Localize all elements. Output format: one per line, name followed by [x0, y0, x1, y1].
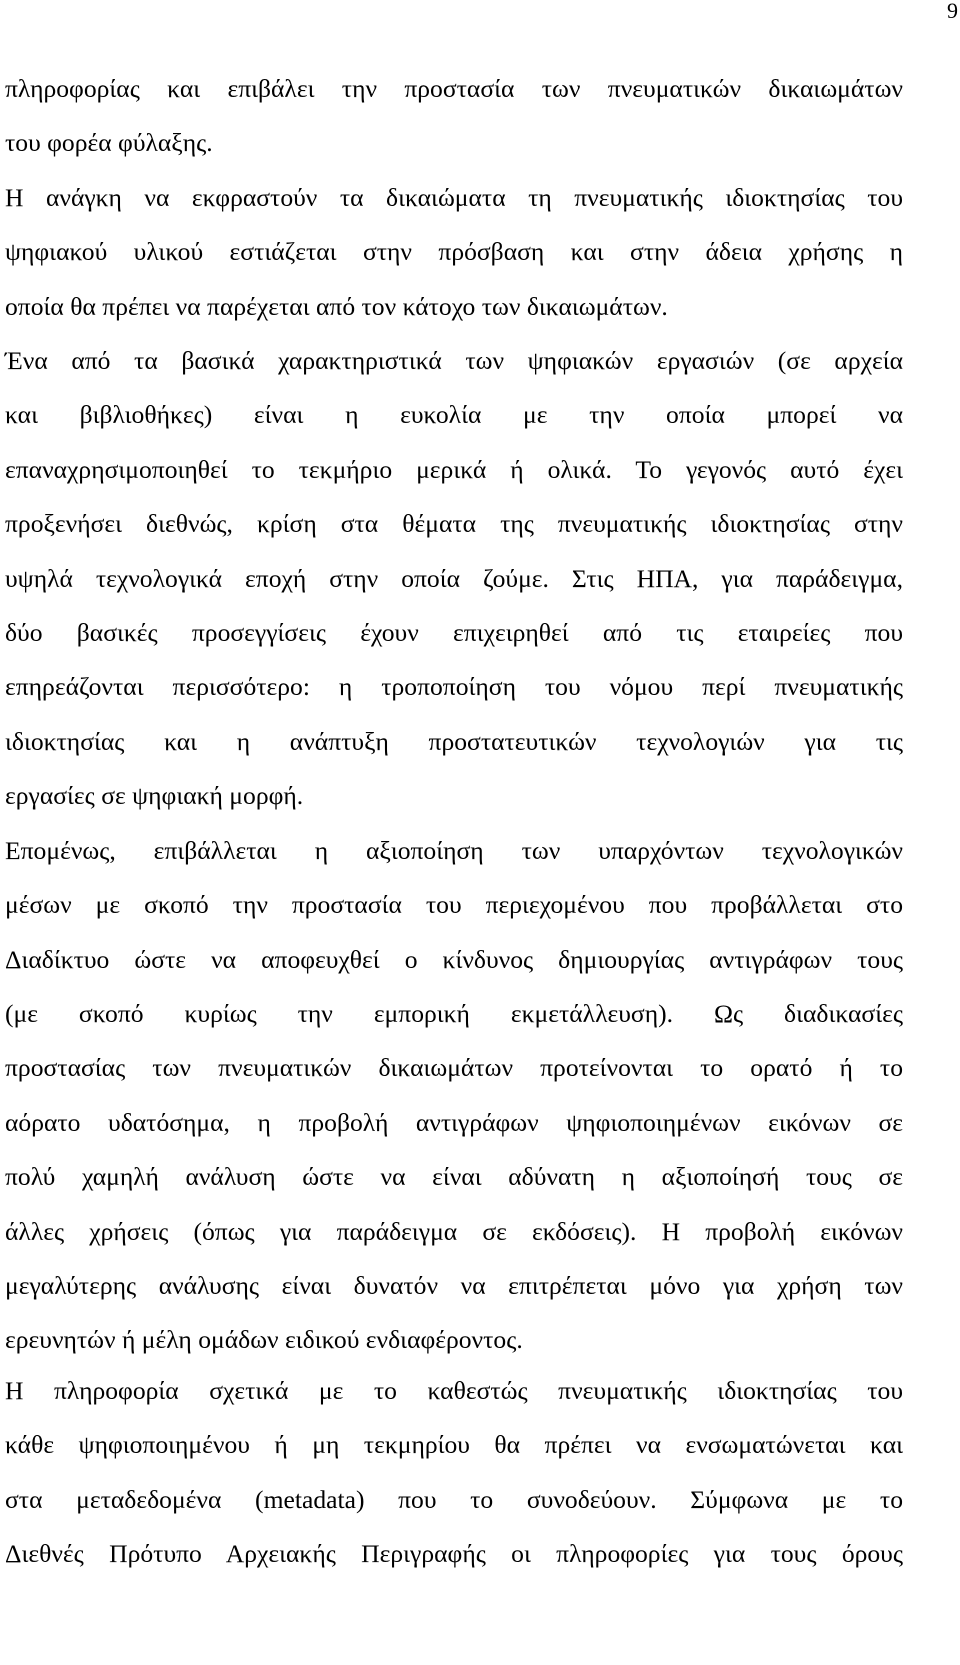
text-line: μέσων με σκοπό την προστασία του περιεχομένου που προβάλλεται στο: [5, 890, 903, 920]
text-line: ψηφιακού υλικού εστιάζεται στην πρόσβαση και στην άδεια χρήσης η: [5, 237, 903, 267]
text-line: ερευνητών ή μέλη ομάδων ειδικού ενδιαφέροντος.: [5, 1325, 523, 1355]
text-line: (με σκοπό κυρίως την εμπορική εκμετάλλευση). Ως διαδικασίες: [5, 998, 903, 1028]
text-line: άλλες χρήσεις (όπως για παράδειγμα σε εκδόσεις). Η προβολή εικόνων: [5, 1216, 903, 1246]
text-line: προξενήσει διεθνώς, κρίση στα θέματα της πνευματικής ιδιοκτησίας στην: [5, 509, 903, 539]
text-line: ιδιοκτησίας και η ανάπτυξη προστατευτικών τεχνολογιών για τις: [5, 726, 903, 756]
text-line: στα μεταδεδομένα (metadata) που το συνοδεύουν. Σύμφωνα με το: [5, 1484, 903, 1514]
text-line: πληροφορίας και επιβάλει την προστασία των πνευματικών δικαιωμάτων: [5, 74, 903, 103]
text-line: Επομένως, επιβάλλεται η αξιοποίηση των υπαρχόντων τεχνολογικών: [5, 835, 903, 865]
text-line: Διεθνές Πρότυπο Αρχειακής Περιγραφής οι πληροφορίες για τους όρους: [5, 1539, 903, 1569]
text-line: μεγαλύτερης ανάλυσης είναι δυνατόν να επιτρέπεται μόνο για χρήση των: [5, 1270, 903, 1300]
text-line: υψηλά τεχνολογικά εποχή στην οποία ζούμε. Στις ΗΠΑ, για παράδειγμα,: [5, 563, 903, 593]
text-line: πολύ χαμηλή ανάλυση ώστε να είναι αδύνατη η αξιοποίησή τους σε: [5, 1162, 903, 1192]
text-line: Διαδίκτυο ώστε να αποφευχθεί ο κίνδυνος δημιουργίας αντιγράφων τους: [5, 944, 903, 974]
text-line: και βιβλιοθήκες) είναι η ευκολία με την οποία μπορεί να: [5, 400, 903, 430]
text-line: εργασίες σε ψηφιακή μορφή.: [5, 781, 304, 811]
text-line: αόρατο υδατόσημα, η προβολή αντιγράφων ψηφιοποιημένων εικόνων σε: [5, 1107, 903, 1137]
text-line: οποία θα πρέπει να παρέχεται από τον κάτοχο των δικαιωμάτων.: [5, 291, 668, 321]
body-text-block-bottom: [5, 1364, 903, 1582]
text-line: επηρεάζονται περισσότερο: η τροποποίηση του νόμου περί πνευματικής: [5, 672, 903, 702]
text-line: κάθε ψηφιοποιημένου ή μη τεκμηρίου θα πρέπει να ενσωματώνεται και: [5, 1430, 903, 1460]
text-line: δύο βασικές προσεγγίσεις έχουν επιχειρηθεί από τις εταιρείες που: [5, 618, 903, 648]
body-text-block-top: [5, 62, 903, 1368]
text-line: του φορέα φύλαξης.: [5, 128, 213, 158]
text-line: Η πληροφορία σχετικά με το καθεστώς πνευματικής ιδιοκτησίας του: [5, 1376, 903, 1405]
text-line: Η ανάγκη να εκφραστούν τα δικαιώματα τη πνευματικής ιδιοκτησίας του: [5, 182, 903, 212]
text-line: Ένα από τα βασικά χαρακτηριστικά των ψηφιακών εργασιών (σε αρχεία: [5, 346, 903, 376]
page-number: 9: [947, 0, 958, 23]
text-line: προστασίας των πνευματικών δικαιωμάτων προτείνονται το ορατό ή το: [5, 1053, 903, 1083]
text-line: επαναχρησιμοποιηθεί το τεκμήριο μερικά ή ολικά. Το γεγονός αυτό έχει: [5, 454, 903, 484]
